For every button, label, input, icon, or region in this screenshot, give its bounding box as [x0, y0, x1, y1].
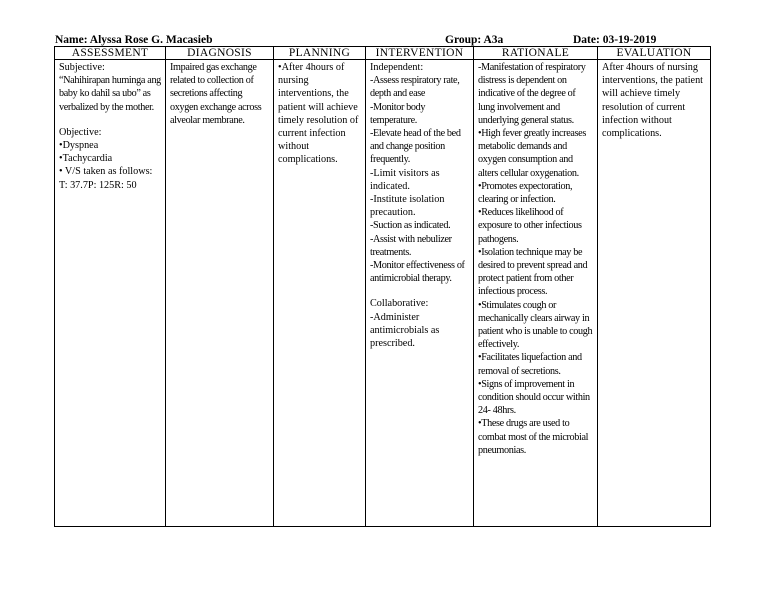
rationale-item: •High fever greatly increases metabolic demands and oxygen consumption and alters cellular oxygenation. [478, 128, 586, 179]
column-header-assessment: ASSESSMENT [55, 47, 166, 60]
rationale-item: -Manifestation of respiratory distress is dependent on indicative of the degree of lung involvement and underlying general status. [478, 62, 586, 126]
rationale-item: •Promotes expectoration, clearing or infection. [478, 180, 573, 206]
rationale-item: •Isolation technique may be desired to prevent spread and protect patient from other infectious process. [478, 246, 588, 298]
intervention-item: -Monitor body temperature. [370, 101, 426, 126]
intervention-item: -Institute isolation precaution. [370, 194, 445, 219]
date-label: Date: 03-19-2019 [573, 34, 657, 46]
rationale-item: •Signs of improvement in condition should occur within 24- 48hrs. [478, 378, 590, 417]
collaborative-label: Collaborative: [370, 298, 429, 310]
objective-item: •Dyspnea [59, 140, 99, 152]
group-label: Group: A3a [445, 34, 504, 46]
planning-cell [274, 60, 366, 527]
table-header-row [55, 47, 711, 60]
intervention-item: -Assist with nebulizer treatments. [370, 233, 452, 258]
objective-item: • V/S taken as follows: [59, 166, 153, 178]
intervention-cell [366, 60, 474, 527]
diagnosis-cell [166, 60, 274, 527]
intervention-item: -Suction as indicated. [370, 220, 451, 232]
vital-signs: T: 37.7P: 125R: 50 [59, 179, 137, 191]
intervention-item: -Elevate head of the bed and change position frequently. [370, 128, 461, 166]
diagnosis-text: Impaired gas exchange related to collection of secretions affecting oxygen exchange across alveolar membrane. [170, 62, 262, 126]
column-header-diagnosis: DIAGNOSIS [166, 47, 274, 60]
objective-label: Objective: [59, 126, 102, 138]
student-name: Name: Alyssa Rose G. Macasieb [55, 34, 213, 46]
column-header-planning: PLANNING [274, 47, 366, 60]
evaluation-text: After 4hours of nursing interventions, the patient will achieve timely resolution of current infection without complications. [602, 62, 703, 140]
subjective-label: Subjective: [59, 62, 105, 73]
objective-item: •Tachycardia [59, 153, 113, 165]
column-header-intervention: INTERVENTION [366, 47, 474, 60]
evaluation-cell [598, 60, 711, 527]
table-row [55, 60, 711, 527]
rationale-item: •Reduces likelihood of exposure to other infectious pathogens. [478, 207, 582, 245]
column-header-rationale: RATIONALE [474, 47, 598, 60]
intervention-item: -Limit visitors as indicated. [370, 167, 440, 192]
rationale-cell [474, 60, 598, 527]
intervention-item: -Monitor effectiveness of antimicrobial therapy. [370, 260, 465, 285]
column-header-evaluation: EVALUATION [598, 47, 711, 60]
assessment-cell [55, 60, 166, 527]
collaborative-item: -Administer antimicrobials as prescribed. [370, 311, 440, 350]
intervention-item: -Assess respiratory rate, depth and ease [370, 75, 460, 100]
subjective-text: “Nahihirapan huminga ang baby ko dahil sa ubo” as verbalized by the mother. [59, 75, 161, 113]
independent-label: Independent: [370, 62, 424, 73]
nursing-care-plan-table [54, 46, 711, 527]
planning-text: •After 4hours of nursing interventions, the patient will achieve timely resolution of current infection without complications. [278, 62, 359, 166]
rationale-item: •Stimulates cough or mechanically clears airway in patient who is unable to cough effectively. [478, 299, 593, 351]
rationale-item: •Facilitates liquefaction and removal of secretions. [478, 352, 582, 377]
rationale-item: •These drugs are used to combat most of the microbial pneumonias. [478, 418, 589, 456]
